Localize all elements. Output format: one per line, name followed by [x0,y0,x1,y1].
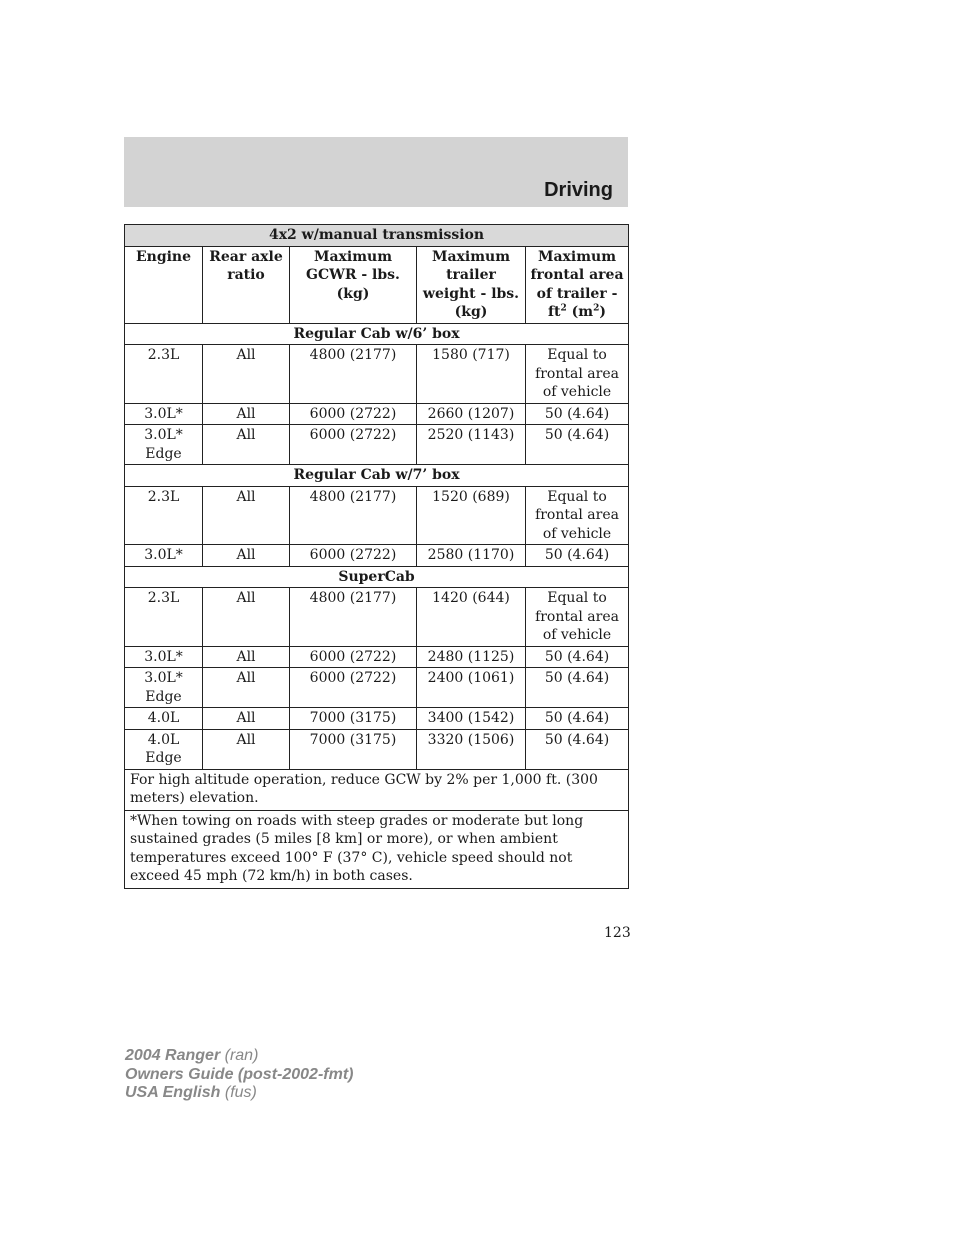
note-row [125,810,629,888]
cell-engine-line1: 2.3L [147,347,180,363]
cell-axle-ratio: All [203,588,290,647]
cell-frontal-line3: of vehicle [542,627,612,643]
cell-frontal-line1: Equal to [547,590,607,606]
col-header-axle-l1: Rear axle [209,248,283,265]
section-row [125,323,629,345]
cell-frontal-line1: 50 (4.64) [544,648,610,665]
cell-trailer-weight: 2400 (1061) [417,668,526,708]
cell-axle-ratio: All [203,345,290,404]
cell-axle-ratio: All [203,708,290,730]
table-row [125,345,629,404]
section-row [125,465,629,487]
cell-trailer-weight: 3400 (1542) [417,708,526,730]
col-header-trailer [417,246,526,323]
table-row [125,668,629,708]
cell-axle-ratio: All [203,425,290,465]
note-altitude: For high altitude operation, reduce GCW by 2% per 1,000 ft. (300 meters) elevation. [125,769,629,810]
col-header-gcwr [290,246,417,323]
col-header-trailer-l1: Maximum [431,248,511,265]
cell-engine [125,425,203,465]
col-header-gcwr-l3: (kg) [336,285,370,302]
col-header-engine-text: Engine [135,248,192,265]
cell-frontal-line1: 50 (4.64) [544,670,610,686]
cell-frontal-line1: Equal to [547,347,607,363]
section-title: Regular Cab w/6’ box [125,323,629,345]
cell-engine [125,646,203,668]
col-header-frontal-l2: frontal area [530,267,624,283]
col-header-trailer-l3: weight - lbs. [422,285,520,302]
cell-engine-line2: Edge [145,688,182,705]
cell-engine-line1: 3.0L* [144,427,183,443]
cell-trailer-weight: 1420 (644) [417,588,526,647]
cell-engine-line1: 3.0L* [144,547,183,563]
table-row [125,425,629,465]
cell-gcwr: 6000 (2722) [290,646,417,668]
cell-engine-line1: 4.0L [147,731,180,748]
col-header-frontal-m-sup: 2 [593,303,600,314]
page-number: 123 [604,925,631,941]
section-header-band [124,137,628,207]
col-header-engine [125,246,203,323]
cell-trailer-weight: 1580 (717) [417,345,526,404]
col-header-frontal-ft: ft [548,304,561,320]
col-header-frontal-l1: Maximum [537,248,617,265]
cell-engine-line2: Edge [145,750,182,766]
cell-frontal-line1: 50 (4.64) [544,731,610,748]
cell-frontal-line1: 50 (4.64) [544,405,610,422]
cell-frontal-line2: frontal area [535,507,619,523]
cell-gcwr: 6000 (2722) [290,403,417,425]
table-row [125,545,629,567]
cell-frontal-area [526,588,629,647]
cell-engine-line1: 2.3L [147,488,180,505]
cell-engine-line1: 4.0L [147,710,180,726]
table-title: 4x2 w/manual transmission [125,225,629,247]
cell-frontal-line2: frontal area [535,365,619,382]
cell-frontal-line1: 50 (4.64) [544,547,610,563]
footer-line-2 [125,1066,353,1085]
cell-trailer-weight: 2480 (1125) [417,646,526,668]
cell-frontal-area [526,545,629,567]
cell-gcwr: 6000 (2722) [290,545,417,567]
cell-engine [125,588,203,647]
document-footer [125,1047,353,1103]
table-row [125,588,629,647]
col-header-frontal-m-close: ) [599,304,606,320]
col-header-trailer-l4: (kg) [454,304,488,320]
cell-engine [125,668,203,708]
col-header-frontal-m: (m [571,304,594,320]
col-header-gcwr-l2: GCWR - lbs. [306,267,400,283]
section-title: SuperCab [125,566,629,588]
cell-trailer-weight: 3320 (1506) [417,729,526,769]
cell-frontal-line1: 50 (4.64) [544,427,610,443]
table-body [125,323,629,769]
cell-frontal-line3: of vehicle [542,384,612,400]
cell-axle-ratio: All [203,486,290,545]
cell-engine [125,729,203,769]
cell-gcwr: 6000 (2722) [290,425,417,465]
table-row [125,646,629,668]
cell-frontal-area [526,403,629,425]
cell-frontal-area [526,646,629,668]
cell-engine [125,708,203,730]
footer-model: 2004 Ranger [125,1047,221,1064]
cell-axle-ratio: All [203,729,290,769]
table-row [125,708,629,730]
section-row [125,566,629,588]
cell-axle-ratio: All [203,646,290,668]
cell-frontal-area [526,486,629,545]
note-row [125,769,629,810]
col-header-trailer-l2: trailer [446,267,496,283]
col-header-axle-l2: ratio [227,267,265,283]
note-towing-grades: *When towing on roads with steep grades or moderate but long sustained grades (5 miles [8 km] or more), or when ambient temperatures exceed 100° F (37° C), vehicle speed should not exceed 45 mph (72 km/h) in both cases. [125,810,629,888]
cell-frontal-line2: frontal area [535,608,619,625]
cell-frontal-line1: Equal to [547,488,607,505]
cell-gcwr: 4800 (2177) [290,486,417,545]
cell-gcwr: 7000 (3175) [290,729,417,769]
cell-frontal-area [526,708,629,730]
footer-line-3 [125,1084,353,1103]
cell-trailer-weight: 2580 (1170) [417,545,526,567]
table-title-row [125,225,629,247]
towing-spec-table [124,224,629,889]
table-row [125,403,629,425]
cell-axle-ratio: All [203,668,290,708]
cell-gcwr: 7000 (3175) [290,708,417,730]
cell-engine-line1: 2.3L [147,590,180,606]
footer-language: USA English [125,1084,221,1101]
col-header-frontal [526,246,629,323]
cell-gcwr: 6000 (2722) [290,668,417,708]
col-header-frontal-ft-sup: 2 [560,303,567,314]
cell-axle-ratio: All [203,545,290,567]
footer-language-code: (fus) [224,1084,257,1101]
col-header-frontal-l3: of trailer - [536,285,618,302]
cell-gcwr: 4800 (2177) [290,345,417,404]
cell-gcwr: 4800 (2177) [290,588,417,647]
cell-engine [125,545,203,567]
col-header-gcwr-l1: Maximum [313,248,393,265]
table-row [125,729,629,769]
cell-frontal-area [526,668,629,708]
cell-frontal-line3: of vehicle [542,525,612,542]
footer-guide: Owners Guide (post-2002-fmt) [125,1065,354,1083]
col-header-axle [203,246,290,323]
cell-engine-line1: 3.0L* [144,648,183,665]
cell-engine-line2: Edge [145,445,182,462]
footer-model-code: (ran) [224,1047,259,1064]
cell-trailer-weight: 1520 (689) [417,486,526,545]
section-title: Driving [544,179,613,201]
cell-engine [125,345,203,404]
table-row [125,486,629,545]
cell-trailer-weight: 2520 (1143) [417,425,526,465]
cell-frontal-area [526,425,629,465]
cell-engine-line1: 3.0L* [144,670,183,686]
cell-frontal-line1: 50 (4.64) [544,710,610,726]
cell-engine [125,486,203,545]
cell-engine-line1: 3.0L* [144,405,183,422]
cell-frontal-area [526,729,629,769]
cell-engine [125,403,203,425]
cell-frontal-area [526,345,629,404]
section-title: Regular Cab w/7’ box [125,465,629,487]
footer-line-1 [125,1047,353,1066]
column-header-row [125,246,629,323]
cell-trailer-weight: 2660 (1207) [417,403,526,425]
cell-axle-ratio: All [203,403,290,425]
